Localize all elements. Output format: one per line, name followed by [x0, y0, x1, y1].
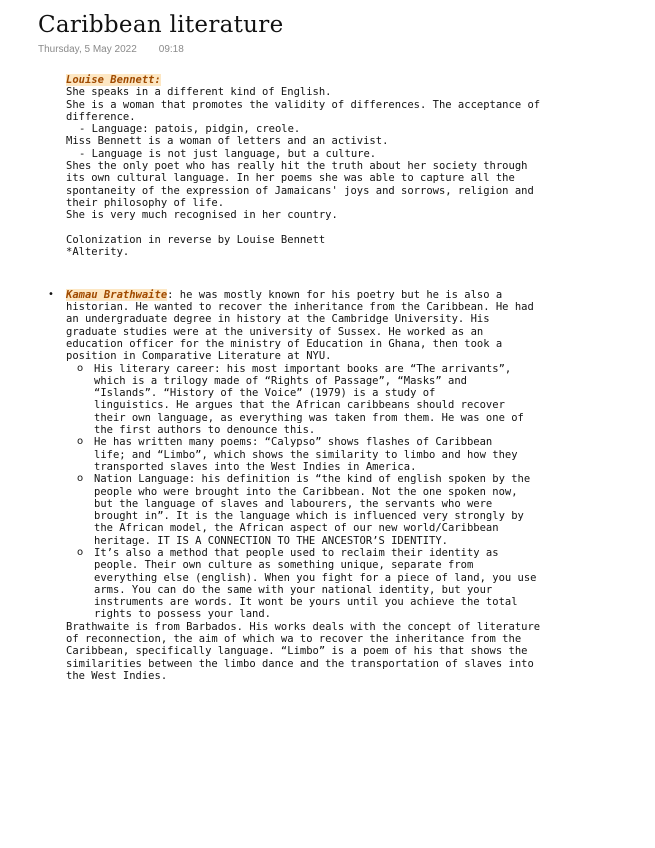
text-line: position in Comparative Literature at NYU. [66, 350, 332, 363]
text-line: “Islands”. “History of the Voice” (1979) is a study of [94, 387, 436, 400]
text-line: the West Indies. [66, 669, 168, 682]
text-line: arms. You can do the same with your national identity, but your [94, 583, 493, 596]
sub-bullet-item [66, 546, 537, 621]
text-line: She is very much recognised in her country. [66, 209, 338, 222]
section-heading-bennett [66, 74, 516, 86]
text-line: the African model, the African aspect of our new world/Caribbean [94, 522, 499, 535]
text-line: instruments are words. It wont be yours until you achieve the total [94, 596, 518, 609]
sub-bullet-item [66, 473, 531, 547]
note-time: 09:18 [158, 44, 184, 55]
text-line: Brathwaite is from Barbados. His works deals with the concept of literature [66, 620, 541, 633]
text-line: their philosophy of life. [66, 196, 225, 209]
dash-list-item: - Language: patois, pidgin, creole. [79, 123, 301, 136]
dash-list-item: - Language is not just language, but a culture. [79, 147, 377, 160]
bullet-item-brathwaite [48, 288, 537, 621]
text-line: graduate studies were at the university of Sussex. He worked as an [66, 325, 484, 338]
text-line: of reconnection, the aim of which wa to recover the inheritance from the [66, 633, 522, 646]
text-line: Miss Bennett is a woman of letters and an activist. [66, 135, 389, 148]
text-line: rights to possess your land. [94, 608, 272, 621]
text-line: heritage. IT IS A CONNECTION TO THE ANCESTOR’S IDENTITY. [94, 534, 449, 547]
text-line: It’s also a method that people used to reclaim their identity as [94, 546, 499, 559]
text-line: Shes the only poet who has really hit the truth about her society through [66, 160, 528, 173]
highlighted-heading: Louise Bennett: [66, 74, 161, 86]
highlighted-name: Kamau Brathwaite [66, 288, 168, 301]
bullet-icon: • [48, 288, 54, 300]
page-title: Caribbean literature [38, 12, 284, 38]
text-line: historian. He wanted to recover the inheritance from the Caribbean. He had [66, 301, 534, 314]
text-line: transported slaves into the West Indies in America. [94, 460, 417, 473]
text-line: an undergraduate degree in history at the Cambridge University. His [66, 313, 490, 326]
sub-bullet-item [66, 362, 524, 437]
text-line: its own cultural language. In her poems she was able to capture all the [66, 172, 515, 185]
text-line: spontaneity of the expression of Jamaicans' joys and sorrows, religion and [66, 184, 534, 197]
text-line: She is a woman that promotes the validity of differences. The acceptance of [66, 98, 541, 111]
text-line: *Alterity. [66, 246, 130, 259]
note-metadata [38, 44, 184, 55]
text-line: people. Their own culture as something unique, separate from [94, 559, 474, 572]
circle-bullet-icon: o [77, 436, 84, 448]
circle-bullet-icon: o [77, 546, 84, 558]
text-line: but the language of slaves and labourers, the servants who were [94, 497, 493, 510]
text-line: difference. [66, 110, 136, 123]
text-inline: : he was mostly known for his poetry but he is also a [167, 288, 503, 301]
text-line: brought in”. It is the language which is influenced very strongly by [94, 510, 524, 523]
text-line: He has written many poems: “Calypso” shows flashes of Caribbean [94, 436, 493, 449]
text-line: people who were brought into the Caribbean. Not the one spoken now, [94, 485, 518, 498]
note-body[interactable] [48, 74, 541, 682]
text-line: which is a trilogy made of “Rights of Passage”, “Masks” and [94, 374, 467, 387]
circle-bullet-icon: o [77, 473, 84, 485]
circle-bullet-icon: o [77, 362, 84, 374]
text-line: Caribbean, specifically language. “Limbo” is a poem of his that shows the [66, 645, 528, 658]
note-date: Thursday, 5 May 2022 [38, 44, 137, 55]
text-line: His literary career: his most important books are “The arrivants”, [94, 362, 512, 375]
text-line: She speaks in a different kind of English. [66, 86, 332, 99]
text-line: Nation Language: his definition is “the kind of english spoken by the [94, 473, 531, 486]
text-line: everything else (english). When you fight for a piece of land, you use [94, 571, 537, 584]
text-line: life; and “Limbo”, which shows the similarity to limbo and how they [94, 448, 518, 461]
sub-bullet-item [66, 436, 516, 473]
text-line: similarities between the limbo dance and the transportation of slaves into [66, 657, 534, 670]
text-line: Colonization in reverse by Louise Bennett [66, 233, 326, 246]
text-line: the first authors to denounce this. [94, 424, 316, 437]
text-line: education officer for the ministry of Education in Ghana, then took a [66, 337, 503, 350]
text-line: their own language, as everything was taken from them. He was one of [94, 411, 524, 424]
text-line: linguistics. He argues that the African caribbeans should recover [94, 399, 505, 412]
